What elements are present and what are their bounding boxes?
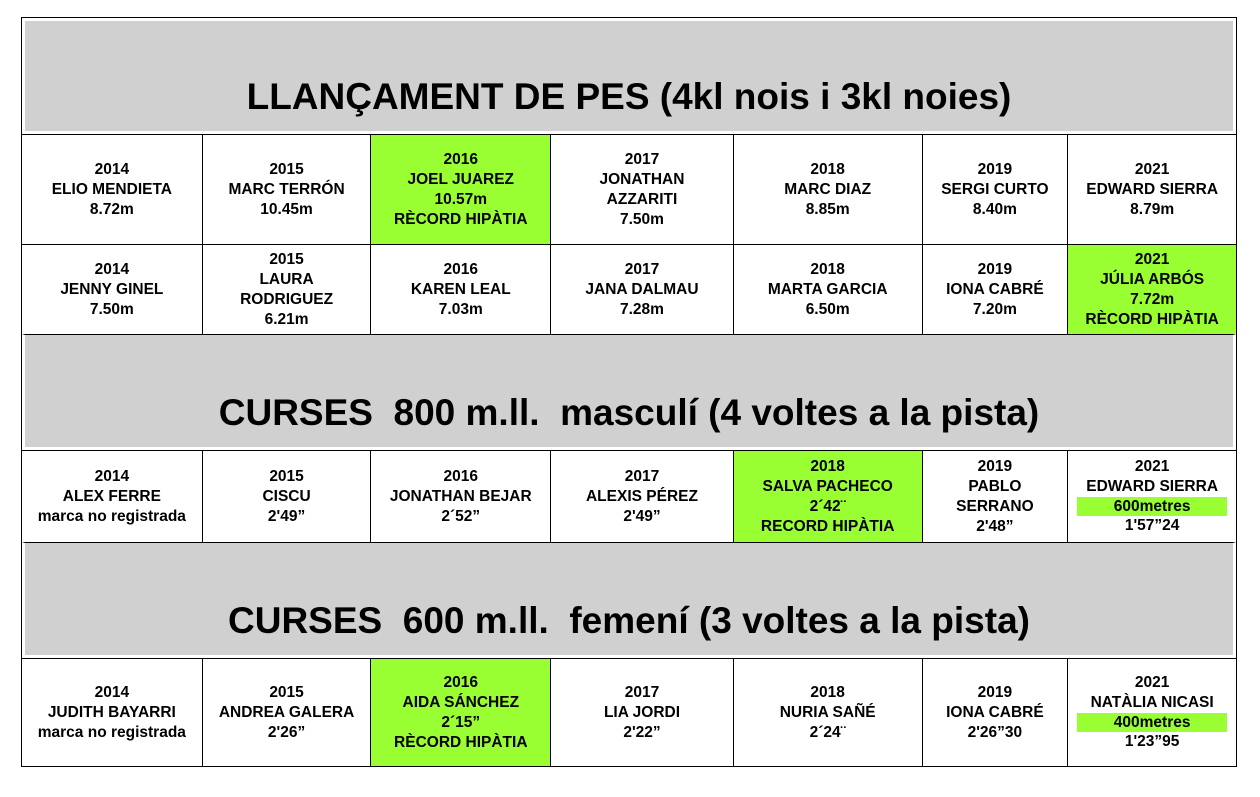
record-line: ALEX FERRE [62, 487, 161, 505]
record-line: 8.79m [1130, 200, 1175, 218]
record-cell-2017 [550, 135, 733, 244]
record-cell-2016 [370, 659, 550, 766]
record-line: NATÀLIA NICASI [1090, 694, 1214, 711]
section-title: CURSES 600 m.ll. femení (3 voltes a la pista) [228, 600, 1030, 641]
record-cell-2017 [550, 245, 733, 334]
record-line: 7.28m [620, 300, 664, 318]
record-year: 2016 [443, 673, 479, 691]
record-cell-2021 [1067, 135, 1236, 244]
record-cell-2014 [22, 245, 202, 334]
record-line: marca no registrada [37, 507, 186, 525]
record-line: KAREN LEAL [410, 280, 511, 298]
record-line: 2´15” [441, 713, 481, 731]
record-cell-2021 [1067, 451, 1236, 542]
record-cell-2021 [1067, 245, 1236, 334]
record-line: AIDA SÁNCHEZ [402, 693, 520, 711]
record-year: 2019 [977, 160, 1013, 178]
record-line: MARC TERRÓN [228, 180, 345, 198]
section-title: CURSES 800 m.ll. masculí (4 voltes a la pista) [218, 392, 1040, 433]
record-line: RODRIGUEZ [240, 290, 334, 308]
record-line: 2´24¨ [809, 723, 846, 741]
record-line: JONATHAN BEJAR [389, 487, 532, 505]
record-year: 2015 [269, 683, 304, 701]
record-line: RÈCORD HIPÀTIA [394, 733, 528, 751]
record-line: 2'26” [267, 723, 306, 741]
record-cell-2018 [733, 659, 922, 766]
record-year: 2016 [443, 260, 479, 278]
record-cell-2018 [733, 451, 922, 542]
record-line: ELIO MENDIETA [51, 180, 172, 198]
record-line: 7.50m [89, 300, 134, 318]
record-line: PABLO [968, 477, 1022, 495]
record-line: SERRANO [956, 497, 1034, 515]
record-year: 2017 [624, 260, 660, 278]
record-line: 2'49” [267, 507, 306, 525]
record-line: 10.57m [434, 190, 488, 208]
record-line: JUDITH BAYARRI [47, 703, 176, 721]
record-line: 2'22” [623, 723, 661, 741]
record-cell-2015 [202, 135, 371, 244]
record-cell-2014 [22, 659, 202, 766]
record-line: IONA CABRÉ [946, 280, 1044, 298]
record-line: LAURA [259, 270, 314, 288]
record-cell-2016 [370, 451, 550, 542]
records-table [21, 17, 1237, 767]
record-line: JÚLIA ARBÓS [1100, 270, 1205, 288]
record-year: 2018 [810, 457, 845, 475]
record-line: SERGI CURTO [941, 180, 1049, 198]
table-row [22, 658, 1236, 766]
record-cell-2014 [22, 451, 202, 542]
record-year: 2014 [94, 160, 130, 178]
record-cell-2019 [922, 245, 1068, 334]
record-line: 8.85m [805, 200, 850, 218]
record-line: IONA CABRÉ [946, 703, 1044, 721]
section-header-800m [22, 334, 1236, 450]
record-line: 7.20m [972, 300, 1017, 318]
record-year: 2018 [810, 683, 845, 701]
record-line: ALEXIS PÉREZ [585, 487, 698, 505]
record-line: JOEL JUAREZ [407, 170, 515, 188]
record-year: 2016 [443, 467, 479, 485]
section-header-600m [22, 542, 1236, 658]
record-year: 2014 [94, 467, 130, 485]
record-line: JONATHAN [599, 170, 685, 188]
record-cell-2019 [922, 451, 1068, 542]
record-line: RECORD HIPÀTIA [760, 517, 895, 535]
record-line: EDWARD SIERRA [1086, 478, 1219, 495]
record-line: 10.45m [260, 200, 313, 218]
record-year: 2021 [1134, 250, 1170, 268]
record-year: 2015 [269, 160, 304, 178]
record-line: marca no registrada [37, 723, 186, 741]
record-cell-2016 [370, 245, 550, 334]
record-cell-2017 [550, 451, 733, 542]
record-line: AZZARITI [606, 190, 678, 208]
record-line: CISCU [262, 487, 311, 505]
record-line: 7.50m [620, 210, 664, 228]
record-year: 2017 [624, 467, 660, 485]
table-row [22, 244, 1236, 334]
record-year: 2016 [443, 150, 479, 168]
record-line: ANDREA GALERA [218, 703, 355, 721]
record-line: LIA JORDI [603, 703, 681, 721]
record-cell-2021 [1067, 659, 1236, 766]
record-line: 6.21m [264, 310, 309, 328]
record-line: MARC DIAZ [784, 180, 872, 198]
record-line: JANA DALMAU [585, 280, 699, 298]
record-line: 2´42¨ [809, 497, 846, 515]
section-title: LLANÇAMENT DE PES (4kl nois i 3kl noies) [246, 76, 1012, 117]
record-year: 2015 [269, 250, 304, 268]
record-line: 7.03m [438, 300, 483, 318]
record-line: SALVA PACHECO [762, 477, 893, 495]
record-cell-2019 [922, 659, 1068, 766]
record-cell-2019 [922, 135, 1068, 244]
record-line: 2'26”30 [967, 723, 1023, 741]
record-cell-2015 [202, 451, 371, 542]
record-year: 2015 [269, 467, 304, 485]
record-cell-2016 [370, 135, 550, 244]
record-cell-2014 [22, 135, 202, 244]
record-cell-2018 [733, 135, 922, 244]
record-line: RÈCORD HIPÀTIA [394, 210, 528, 228]
record-line: NURIA SAÑÉ [779, 703, 876, 721]
record-cell-2015 [202, 659, 371, 766]
record-line: JENNY GINEL [60, 280, 164, 298]
record-time: 1'23”95 [1124, 733, 1180, 750]
record-year: 2017 [624, 683, 660, 701]
record-line: MARTA GARCIA [767, 280, 888, 298]
section-header-shot-put [22, 18, 1236, 134]
record-line: 2'49” [623, 507, 661, 525]
record-time: 1'57”24 [1124, 517, 1180, 534]
record-year: 2018 [810, 160, 845, 178]
record-cell-2018 [733, 245, 922, 334]
record-year: 2014 [94, 260, 130, 278]
record-year: 2021 [1134, 674, 1170, 691]
distance-badge: 600metres [1077, 497, 1227, 516]
record-year: 2019 [977, 683, 1013, 701]
record-year: 2018 [810, 260, 845, 278]
record-year: 2017 [624, 150, 660, 168]
record-line: 2´52” [441, 507, 481, 525]
record-line: RÈCORD HIPÀTIA [1085, 310, 1219, 328]
record-line: 6.50m [805, 300, 850, 318]
record-cell-2015 [202, 245, 371, 334]
record-line: EDWARD SIERRA [1086, 180, 1219, 198]
record-year: 2021 [1134, 160, 1170, 178]
record-line: 2'48” [976, 517, 1014, 535]
record-line: 7.72m [1130, 290, 1175, 308]
record-year: 2014 [94, 683, 130, 701]
record-line: 8.72m [89, 200, 134, 218]
record-line: 8.40m [972, 200, 1017, 218]
record-year: 2021 [1134, 458, 1170, 475]
table-row [22, 450, 1236, 542]
record-year: 2019 [977, 260, 1013, 278]
distance-badge: 400metres [1077, 713, 1227, 732]
record-year: 2019 [977, 457, 1013, 475]
record-cell-2017 [550, 659, 733, 766]
table-row [22, 134, 1236, 244]
